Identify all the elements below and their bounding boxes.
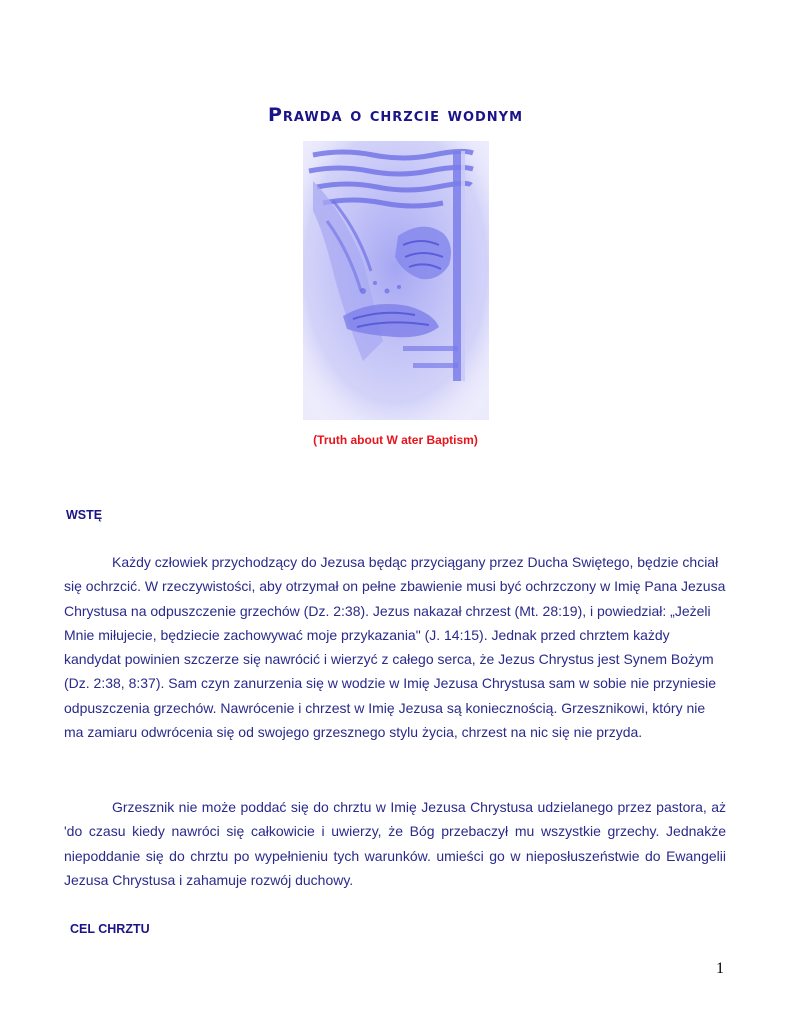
baptism-illustration-icon (303, 141, 489, 420)
intro-paragraph-1: Każdy człowiek przychodzący do Jezusa będąc przyciągany przez Ducha Swiętego, będzie chciał się ochrzcić. W rzeczywistości, aby otrzymał on pełne zbawienie musi być ochrzczony w Imię Pana Jezusa Chrystusa na odpuszczenie grzechów (Dz. 2:38). Jezus nakazał chrzest (Mt. 28:19), i powiedział: „Jeżeli Mnie miłujecie, będziecie zachowywać moje przykazania" (J. 14:15). Jednak przed chrztem każdy kandydat powinien szczerze się nawrócić i wierzyć z całego serca, że Jezus Chrystus jest Synem Bożym (Dz. 2:38, 8:37). Sam czyn zanurzenia się w wodzie w Imię Jezusa Chrystusa sam w sobie nie przyniesie odpuszczenia grzechów. Nawrócenie i chrzest w Imię Jezusa są koniecznością. Grzesznikowi, który nie ma zamiaru odwrócenia się od swojego grzesznego stylu życia, chrzest na nic się nie przyda. (64, 554, 726, 741)
intro-paragraph-2: Grzesznik nie może poddać się do chrztu w Imię Jezusa Chrystusa udzielanego przez pastora, aż 'do czasu kiedy nawróci się całkowicie i uwierzy, że Bóg przebaczył mu wszystkie grzechy. Jednakże niepoddanie się do chrztu po wypełnieniu tych warunków. umieści go w nieposłuszeństwie do Ewangelii Jezusa Chrystusa i zahamuje rozwój duchowy. (64, 799, 726, 888)
section-heading-intro: WSTĘ (66, 508, 103, 522)
page-number: 1 (716, 960, 724, 977)
section-heading-purpose: CEL CHRZTU (70, 922, 150, 936)
document-title: Prawda o chrzcie wodnym (267, 104, 524, 126)
image-caption: (Truth about W ater Baptism) (313, 433, 478, 447)
